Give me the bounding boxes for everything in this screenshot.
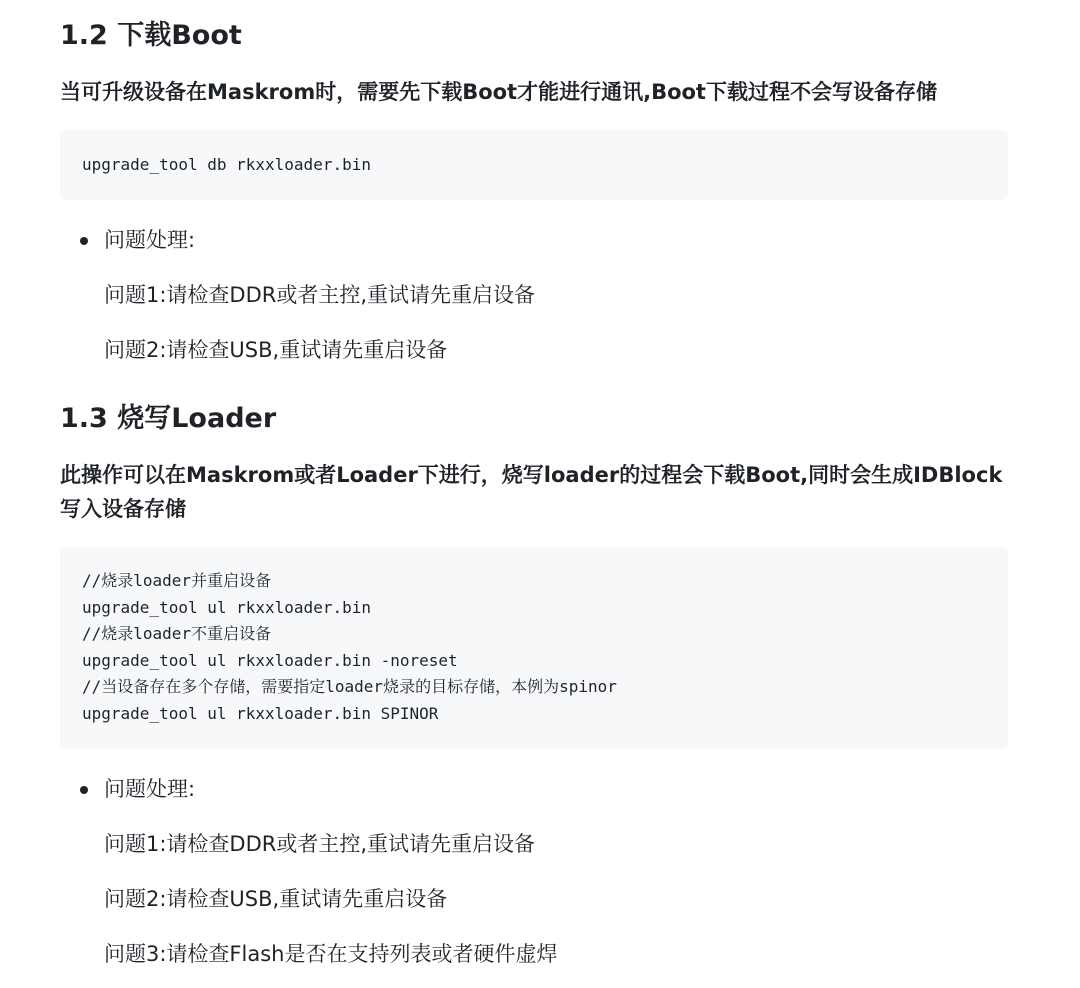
code-line: upgrade_tool ul rkxxloader.bin	[82, 597, 371, 617]
code-line: upgrade_tool ul rkxxloader.bin SPINOR	[82, 703, 439, 723]
issue-heading-label: 问题处理:	[104, 228, 196, 252]
issue-list-download-boot	[60, 225, 1008, 365]
code-line: upgrade_tool db rkxxloader.bin	[82, 155, 371, 174]
issue-item: 问题2:请检查USB,重试请先重启设备	[104, 338, 448, 362]
code-block-flash-loader[interactable]	[60, 547, 1008, 749]
issue-item: 问题1:请检查DDR或者主控,重试请先重启设备	[104, 283, 536, 307]
code-comment-line: //当设备存在多个存储，需要指定loader烧录的目标存储，本例为spinor	[82, 677, 617, 696]
code-comment-line: //烧录loader不重启设备	[82, 624, 272, 643]
code-comment-line: //烧录loader并重启设备	[82, 571, 272, 590]
code-block-download-boot[interactable]	[60, 130, 1008, 200]
section-lead-download-boot: 当可升级设备在Maskrom时，需要先下载Boot才能进行通讯,Boot下载过程不会写设备存储	[60, 80, 937, 104]
code-line: upgrade_tool ul rkxxloader.bin -noreset	[82, 650, 458, 670]
issue-heading-label: 问题处理:	[104, 777, 196, 801]
issue-list-flash-loader	[60, 774, 1008, 969]
section-lead-flash-loader: 此操作可以在Maskrom或者Loader下进行，烧写loader的过程会下载Boot,同时会生成IDBlock写入设备存储	[60, 463, 1003, 521]
issue-heading	[60, 774, 1008, 804]
issue-heading	[60, 225, 1008, 255]
issue-item: 问题2:请检查USB,重试请先重启设备	[104, 887, 448, 911]
section-title-flash-loader: 1.3 烧写Loader	[60, 403, 277, 434]
section-title-download-boot: 1.2 下载Boot	[60, 20, 242, 51]
bullet-icon	[80, 786, 88, 794]
issue-item: 问题3:请检查Flash是否在支持列表或者硬件虚焊	[104, 942, 558, 966]
issue-item: 问题1:请检查DDR或者主控,重试请先重启设备	[104, 832, 536, 856]
bullet-icon	[80, 237, 88, 245]
